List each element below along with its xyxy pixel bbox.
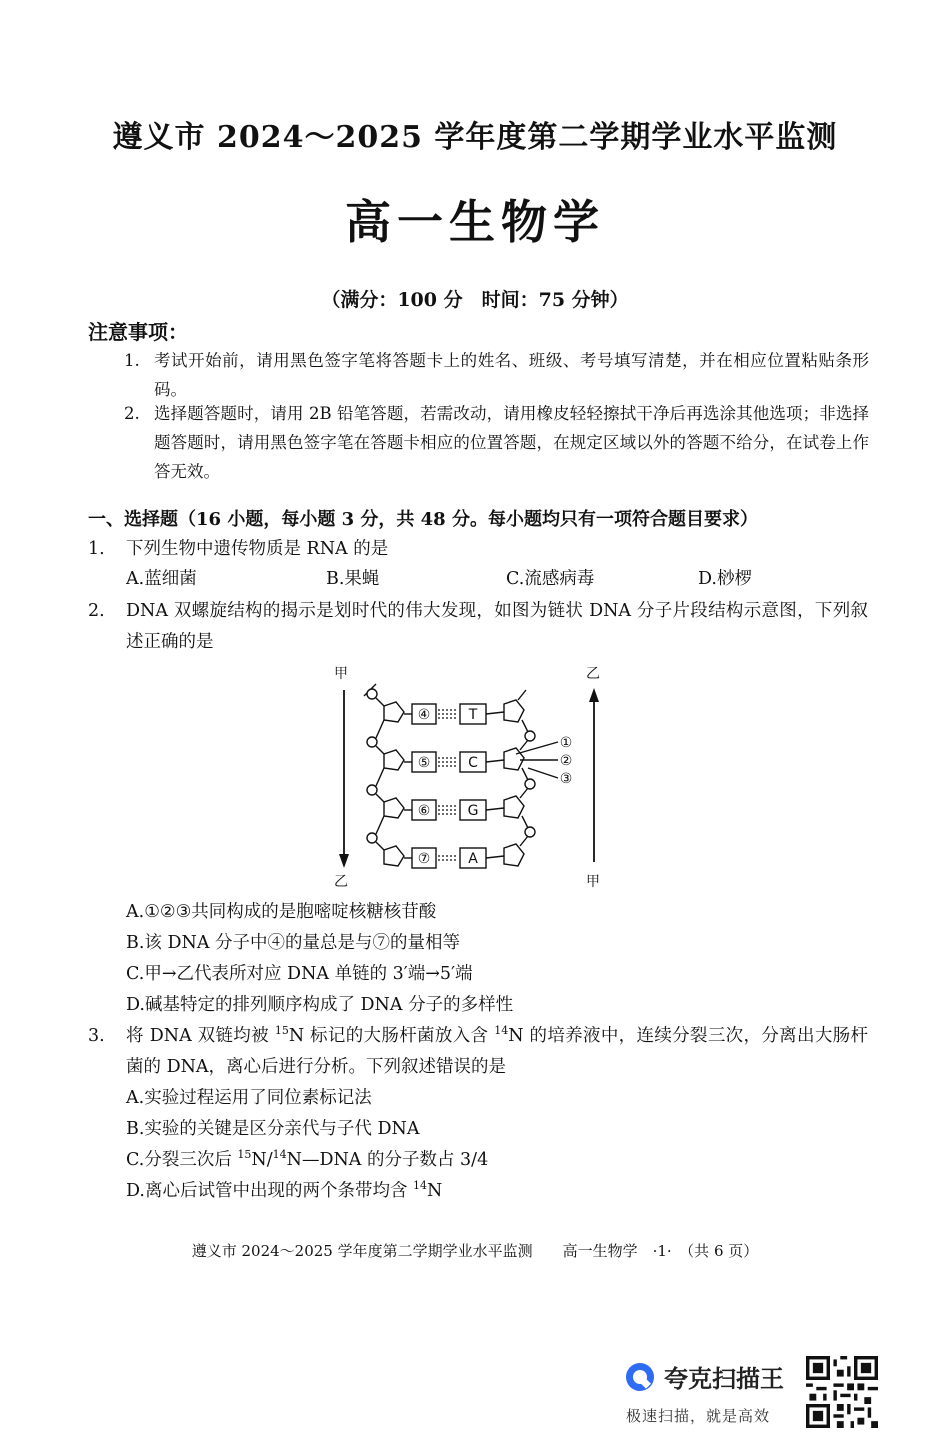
option-c: C.流感病毒: [506, 569, 595, 589]
question-stem: 下列生物中遗传物质是 RNA 的是: [126, 539, 389, 559]
question-1-options: [126, 565, 826, 596]
question-number: 3.: [88, 1026, 105, 1046]
brand-logo-icon: [624, 1361, 656, 1393]
option-b: B.该 DNA 分子中④的量总是与⑦的量相等: [126, 933, 461, 953]
phosphate-icon: [367, 785, 377, 795]
phosphate-icon: [367, 833, 377, 843]
base-g: G: [467, 803, 479, 819]
option-c: C.甲→乙代表所对应 DNA 单链的 3′端→5′端: [126, 964, 473, 984]
sugar-icon: [384, 702, 404, 722]
subject-title: 高一生物学: [345, 195, 605, 249]
label-jia-top: 甲: [334, 666, 348, 682]
option-d: D.离心后试管中出现的两个条带均含 $^{14}$N: [126, 1179, 443, 1201]
qr-code-icon: [806, 1356, 878, 1428]
question-3: [88, 1021, 868, 1083]
sugar-icon: [384, 846, 404, 866]
option-d: D.碱基特定的排列顺序构成了 DNA 分子的多样性: [126, 995, 514, 1015]
section-heading: 一、选择题（16 小题，每小题 3 分，共 48 分。每小题均只有一项符合题目要求）: [88, 509, 758, 530]
phosphate-icon: [525, 731, 535, 741]
sugar-icon: [384, 750, 404, 770]
question-stem: 将 DNA 双链均被 $^{15}$N 标记的大肠杆菌放入含 $^{14}$N 的培养液中，连续分裂三次，分离出大肠杆菌的 DNA，离心后进行分析。下列叙述错误的是: [126, 1024, 869, 1077]
notice-item: [124, 346, 869, 404]
question-stem: DNA 双螺旋结构的揭示是划时代的伟大发现，如图为链状 DNA 分子片段结构示意图，下列叙述正确的是: [126, 601, 868, 652]
notice-text: 考试开始前，请用黑色签字笔将答题卡上的姓名、班级、考号填写清楚，并在相应位置粘贴条形码。: [154, 351, 869, 399]
exam-title: 遵义市 2024～2025 学年度第二学期学业水平监测: [112, 120, 838, 155]
label-jia-bottom: 甲: [586, 874, 600, 890]
option-c: C.分裂三次后 $^{15}$N/$^{14}$N—DNA 的分子数占 3/4: [126, 1148, 489, 1170]
label-6: ⑥: [417, 803, 431, 819]
page-footer: 遵义市 2024～2025 学年度第二学期学业水平监测 高一生物学 ·1· （共 6 页）: [191, 1242, 759, 1260]
arrowhead-up-icon: [589, 688, 599, 702]
base-a: A: [468, 851, 478, 867]
phosphate-icon: [525, 827, 535, 837]
base-c: C: [468, 755, 478, 771]
question-number: 2.: [88, 601, 105, 621]
label-5: ⑤: [417, 755, 431, 771]
phosphate-icon: [525, 779, 535, 789]
sugar-icon: [504, 700, 524, 722]
notice-number: 1.: [124, 351, 140, 370]
scanner-watermark: [624, 1355, 804, 1435]
phosphate-icon: [367, 737, 377, 747]
label-yi-top: 乙: [586, 666, 600, 682]
brand-slogan: 极速扫描，就是高效: [626, 1407, 771, 1425]
arrowhead-down-icon: [339, 854, 349, 868]
option-a: A.①②③共同构成的是胞嘧啶核糖核苷酸: [126, 902, 437, 922]
notice-heading: 注意事项：: [88, 320, 188, 344]
sugar-icon: [384, 798, 404, 818]
option-b: B.果蝇: [326, 569, 380, 589]
sugar-icon: [504, 844, 524, 866]
callout-2: ②: [559, 753, 573, 769]
option-d: D.桫椤: [698, 569, 752, 589]
dna-structure-diagram: [320, 662, 620, 892]
label-4: ④: [417, 707, 431, 723]
notice-item: [124, 399, 869, 486]
notice-number: 2.: [124, 404, 140, 423]
label-yi-bottom: 乙: [334, 874, 348, 890]
notice-text: 选择题答题时，请用 2B 铅笔答题，若需改动，请用橡皮轻轻擦拭干净后再选涂其他选项；非选择题答题时，请用黑色签字笔在答题卡相应的位置答题，在规定区域以外的答题不给分，在试卷上作答无效。: [154, 404, 869, 481]
question-2: [88, 596, 868, 658]
brand-name: 夸克扫描王: [664, 1365, 784, 1393]
question-number: 1.: [88, 539, 105, 559]
sugar-icon: [504, 796, 524, 818]
callout-3: ③: [559, 771, 573, 787]
option-a: A.实验过程运用了同位素标记法: [126, 1088, 372, 1108]
base-t: T: [468, 707, 478, 723]
callout-1: ①: [559, 735, 573, 751]
label-7: ⑦: [417, 851, 431, 867]
option-a: A.蓝细菌: [126, 569, 197, 589]
option-b: B.实验的关键是区分亲代与子代 DNA: [126, 1119, 420, 1139]
score-time: （满分：100 分 时间：75 分钟）: [321, 289, 629, 311]
phosphate-icon: [367, 689, 377, 699]
question-1: [88, 534, 868, 565]
sugar-icon: [504, 748, 524, 770]
